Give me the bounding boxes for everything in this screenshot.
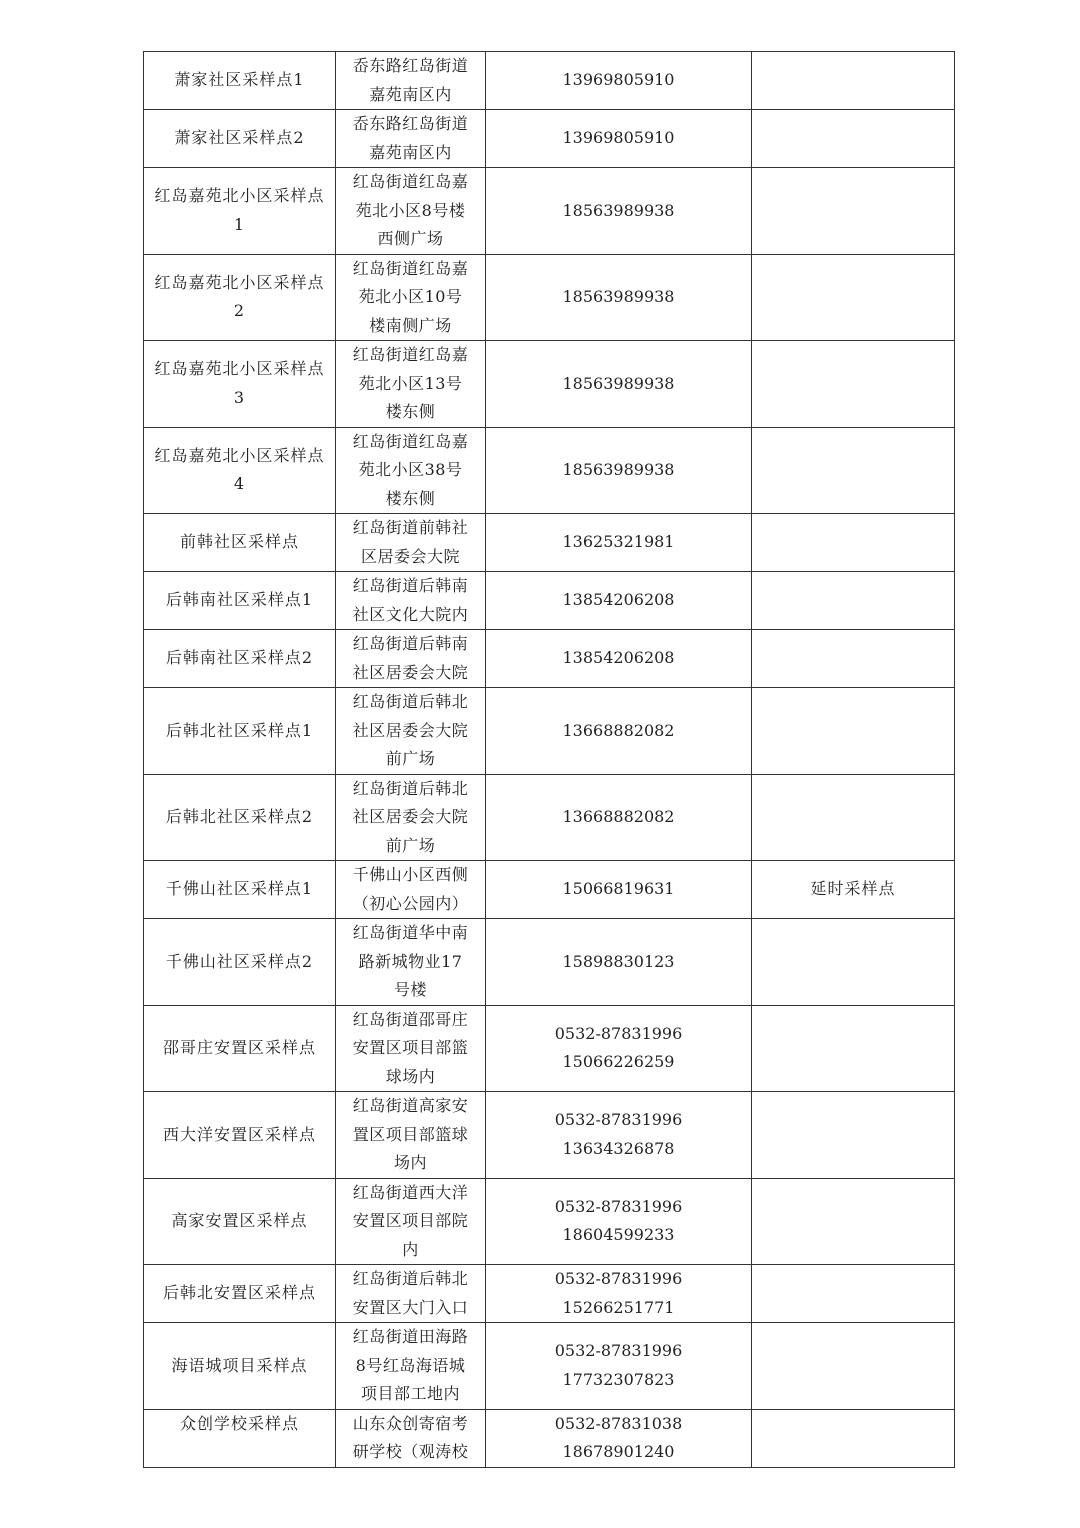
phone-number: 18563989938 bbox=[562, 460, 675, 479]
address-line: 红岛街道后韩北 bbox=[352, 692, 469, 711]
address-line: 苑北小区10号 bbox=[358, 287, 463, 306]
address-line: 社区居委会大院 bbox=[352, 807, 469, 826]
table-row bbox=[144, 1005, 955, 1092]
phone-number: 13854206208 bbox=[562, 590, 675, 610]
address-line: 苑北小区13号 bbox=[358, 373, 463, 393]
site-name-cell: 前韩社区采样点 bbox=[144, 514, 336, 572]
address-cell bbox=[336, 254, 486, 341]
address-line: 红岛街道邵哥庄 bbox=[352, 1009, 469, 1029]
address-line: 场内 bbox=[393, 1153, 427, 1172]
table-row bbox=[144, 514, 955, 572]
address-cell bbox=[336, 1323, 486, 1410]
phone-number: 0532-87831996 bbox=[554, 1196, 683, 1216]
note-cell bbox=[752, 168, 955, 255]
phone-number: 0532-87831996 bbox=[554, 1269, 683, 1288]
note-cell bbox=[752, 1178, 955, 1265]
site-name-cell: 红岛嘉苑北小区采样点4 bbox=[144, 427, 336, 514]
address-line: 社区居委会大院 bbox=[352, 662, 469, 682]
phone-cell bbox=[486, 1178, 752, 1265]
site-name-cell: 千佛山社区采样点2 bbox=[144, 919, 336, 1006]
table-row bbox=[144, 110, 955, 168]
phone-number: 13854206208 bbox=[562, 648, 675, 668]
table-row bbox=[144, 1265, 955, 1323]
phone-cell bbox=[486, 1265, 752, 1323]
address-cell bbox=[336, 630, 486, 688]
phone-number: 15898830123 bbox=[562, 951, 675, 971]
phone-cell bbox=[486, 630, 752, 688]
phone-number: 13634326878 bbox=[562, 1138, 675, 1158]
address-line: 楼南侧广场 bbox=[369, 315, 452, 335]
site-name-cell: 千佛山社区采样点1 bbox=[144, 861, 336, 919]
address-line: 苑北小区38号 bbox=[358, 460, 463, 479]
sampling-points-table bbox=[143, 51, 955, 1468]
address-cell bbox=[336, 1005, 486, 1092]
phone-cell bbox=[486, 1092, 752, 1179]
site-name-cell: 红岛嘉苑北小区采样点2 bbox=[144, 254, 336, 341]
address-line: 岙东路红岛街道 bbox=[352, 56, 469, 75]
table-row bbox=[144, 630, 955, 688]
note-cell bbox=[752, 52, 955, 110]
address-line: 红岛街道华中南 bbox=[352, 923, 469, 942]
address-line: 楼东侧 bbox=[385, 488, 436, 508]
address-line: 路新城物业17 bbox=[358, 951, 463, 971]
address-cell bbox=[336, 427, 486, 514]
table-row bbox=[144, 572, 955, 630]
note-cell bbox=[752, 514, 955, 572]
note-cell bbox=[752, 1092, 955, 1179]
phone-number: 0532-87831996 bbox=[554, 1341, 683, 1361]
note-cell bbox=[752, 919, 955, 1006]
address-line: 号楼 bbox=[393, 980, 427, 999]
site-name-cell: 邵哥庄安置区采样点 bbox=[144, 1005, 336, 1092]
phone-number: 15266251771 bbox=[562, 1297, 675, 1317]
address-line: 区居委会大院 bbox=[360, 546, 460, 566]
phone-cell bbox=[486, 919, 752, 1006]
site-name-cell: 后韩北安置区采样点 bbox=[144, 1265, 336, 1323]
address-line: 研学校（观涛校 bbox=[352, 1442, 469, 1461]
site-name-cell: 萧家社区采样点2 bbox=[144, 110, 336, 168]
address-line: 红岛街道后韩北 bbox=[352, 778, 469, 798]
address-line: 山东众创寄宿考 bbox=[352, 1413, 469, 1433]
address-line: 项目部工地内 bbox=[360, 1384, 460, 1403]
site-name-cell: 后韩北社区采样点1 bbox=[144, 688, 336, 775]
phone-number: 0532-87831038 bbox=[554, 1413, 683, 1433]
address-line: 红岛街道红岛嘉 bbox=[352, 258, 469, 278]
address-cell bbox=[336, 1409, 486, 1467]
phone-number: 18604599233 bbox=[562, 1225, 675, 1245]
phone-number: 18563989938 bbox=[562, 287, 675, 306]
address-cell bbox=[336, 688, 486, 775]
address-line: （初心公园内） bbox=[352, 893, 469, 913]
site-name-cell: 众创学校采样点 bbox=[144, 1409, 336, 1467]
note-cell bbox=[752, 688, 955, 775]
phone-number: 18563989938 bbox=[562, 200, 675, 220]
table-row bbox=[144, 168, 955, 255]
site-name-cell: 萧家社区采样点1 bbox=[144, 52, 336, 110]
site-name-cell: 红岛嘉苑北小区采样点1 bbox=[144, 168, 336, 255]
phone-number: 13625321981 bbox=[562, 532, 675, 552]
note-cell bbox=[752, 774, 955, 861]
table-row bbox=[144, 688, 955, 775]
address-line: 千佛山小区西侧 bbox=[352, 865, 469, 884]
address-line: 红岛街道后韩南 bbox=[352, 576, 469, 595]
note-cell bbox=[752, 1323, 955, 1410]
site-name-cell: 西大洋安置区采样点 bbox=[144, 1092, 336, 1179]
address-line: 红岛街道红岛嘉 bbox=[352, 172, 469, 191]
note-cell bbox=[752, 110, 955, 168]
address-line: 楼东侧 bbox=[385, 402, 436, 421]
phone-cell bbox=[486, 1005, 752, 1092]
phone-number: 15066226259 bbox=[562, 1052, 675, 1072]
site-name-cell: 后韩南社区采样点2 bbox=[144, 630, 336, 688]
address-cell bbox=[336, 919, 486, 1006]
phone-cell bbox=[486, 168, 752, 255]
address-cell bbox=[336, 341, 486, 428]
table-row bbox=[144, 774, 955, 861]
phone-cell bbox=[486, 572, 752, 630]
note-cell: 延时采样点 bbox=[752, 861, 955, 919]
note-cell bbox=[752, 1005, 955, 1092]
address-line: 内 bbox=[402, 1239, 419, 1259]
address-cell bbox=[336, 774, 486, 861]
address-line: 红岛街道红岛嘉 bbox=[352, 345, 469, 364]
address-line: 红岛街道高家安 bbox=[352, 1096, 469, 1115]
table-row bbox=[144, 861, 955, 919]
note-cell bbox=[752, 630, 955, 688]
address-cell bbox=[336, 572, 486, 630]
address-line: 球场内 bbox=[385, 1066, 436, 1086]
table-row bbox=[144, 919, 955, 1006]
address-cell bbox=[336, 52, 486, 110]
address-line: 前广场 bbox=[385, 749, 436, 768]
note-cell bbox=[752, 254, 955, 341]
table-row bbox=[144, 52, 955, 110]
table-row bbox=[144, 341, 955, 428]
phone-number: 17732307823 bbox=[562, 1369, 675, 1389]
phone-cell bbox=[486, 52, 752, 110]
address-cell bbox=[336, 110, 486, 168]
phone-number: 0532-87831996 bbox=[554, 1023, 683, 1043]
site-name-cell: 红岛嘉苑北小区采样点3 bbox=[144, 341, 336, 428]
address-line: 红岛街道西大洋 bbox=[352, 1182, 469, 1202]
phone-number: 13969805910 bbox=[562, 128, 675, 148]
address-line: 苑北小区8号楼 bbox=[355, 200, 466, 220]
phone-number: 18563989938 bbox=[562, 373, 675, 393]
address-cell bbox=[336, 514, 486, 572]
address-line: 前广场 bbox=[385, 835, 436, 855]
address-line: 红岛街道红岛嘉 bbox=[352, 431, 469, 451]
address-cell bbox=[336, 168, 486, 255]
phone-number: 15066819631 bbox=[562, 879, 675, 899]
address-line: 8号红岛海语城 bbox=[355, 1355, 466, 1375]
address-line: 社区文化大院内 bbox=[352, 604, 469, 624]
address-line: 置区项目部篮球 bbox=[352, 1124, 469, 1144]
address-line: 红岛街道田海路 bbox=[352, 1327, 469, 1346]
table-row bbox=[144, 1409, 955, 1467]
address-line: 嘉苑南区内 bbox=[369, 142, 452, 162]
address-line: 红岛街道前韩社 bbox=[352, 518, 469, 537]
phone-cell bbox=[486, 861, 752, 919]
phone-cell bbox=[486, 254, 752, 341]
address-line: 红岛街道后韩北 bbox=[352, 1269, 469, 1288]
site-name-cell: 海语城项目采样点 bbox=[144, 1323, 336, 1410]
phone-cell bbox=[486, 1409, 752, 1467]
note-cell bbox=[752, 1409, 955, 1467]
address-cell bbox=[336, 1265, 486, 1323]
site-name-cell: 后韩北社区采样点2 bbox=[144, 774, 336, 861]
address-line: 安置区项目部院 bbox=[352, 1211, 469, 1230]
address-line: 安置区项目部篮 bbox=[352, 1038, 469, 1057]
phone-number: 0532-87831996 bbox=[554, 1110, 683, 1130]
table-row bbox=[144, 1323, 955, 1410]
address-line: 红岛街道后韩南 bbox=[352, 634, 469, 653]
phone-cell bbox=[486, 341, 752, 428]
note-cell bbox=[752, 572, 955, 630]
address-cell bbox=[336, 1178, 486, 1265]
phone-cell bbox=[486, 1323, 752, 1410]
address-cell bbox=[336, 861, 486, 919]
address-line: 岙东路红岛街道 bbox=[352, 114, 469, 133]
phone-number: 13668882082 bbox=[562, 720, 675, 740]
phone-cell bbox=[486, 514, 752, 572]
phone-cell bbox=[486, 688, 752, 775]
phone-cell bbox=[486, 774, 752, 861]
note-cell bbox=[752, 341, 955, 428]
address-line: 嘉苑南区内 bbox=[369, 84, 452, 104]
phone-number: 13969805910 bbox=[562, 70, 675, 90]
site-name-cell: 高家安置区采样点 bbox=[144, 1178, 336, 1265]
address-line: 安置区大门入口 bbox=[352, 1297, 469, 1317]
table-row bbox=[144, 254, 955, 341]
phone-cell bbox=[486, 427, 752, 514]
table-row bbox=[144, 1178, 955, 1265]
note-cell bbox=[752, 427, 955, 514]
site-name-cell: 后韩南社区采样点1 bbox=[144, 572, 336, 630]
address-line: 社区居委会大院 bbox=[352, 720, 469, 740]
table-row bbox=[144, 427, 955, 514]
address-cell bbox=[336, 1092, 486, 1179]
note-cell bbox=[752, 1265, 955, 1323]
address-line: 西侧广场 bbox=[377, 229, 444, 248]
phone-number: 13668882082 bbox=[562, 807, 675, 826]
phone-cell bbox=[486, 110, 752, 168]
phone-number: 18678901240 bbox=[562, 1442, 675, 1461]
table-row bbox=[144, 1092, 955, 1179]
table-body bbox=[144, 52, 955, 1468]
